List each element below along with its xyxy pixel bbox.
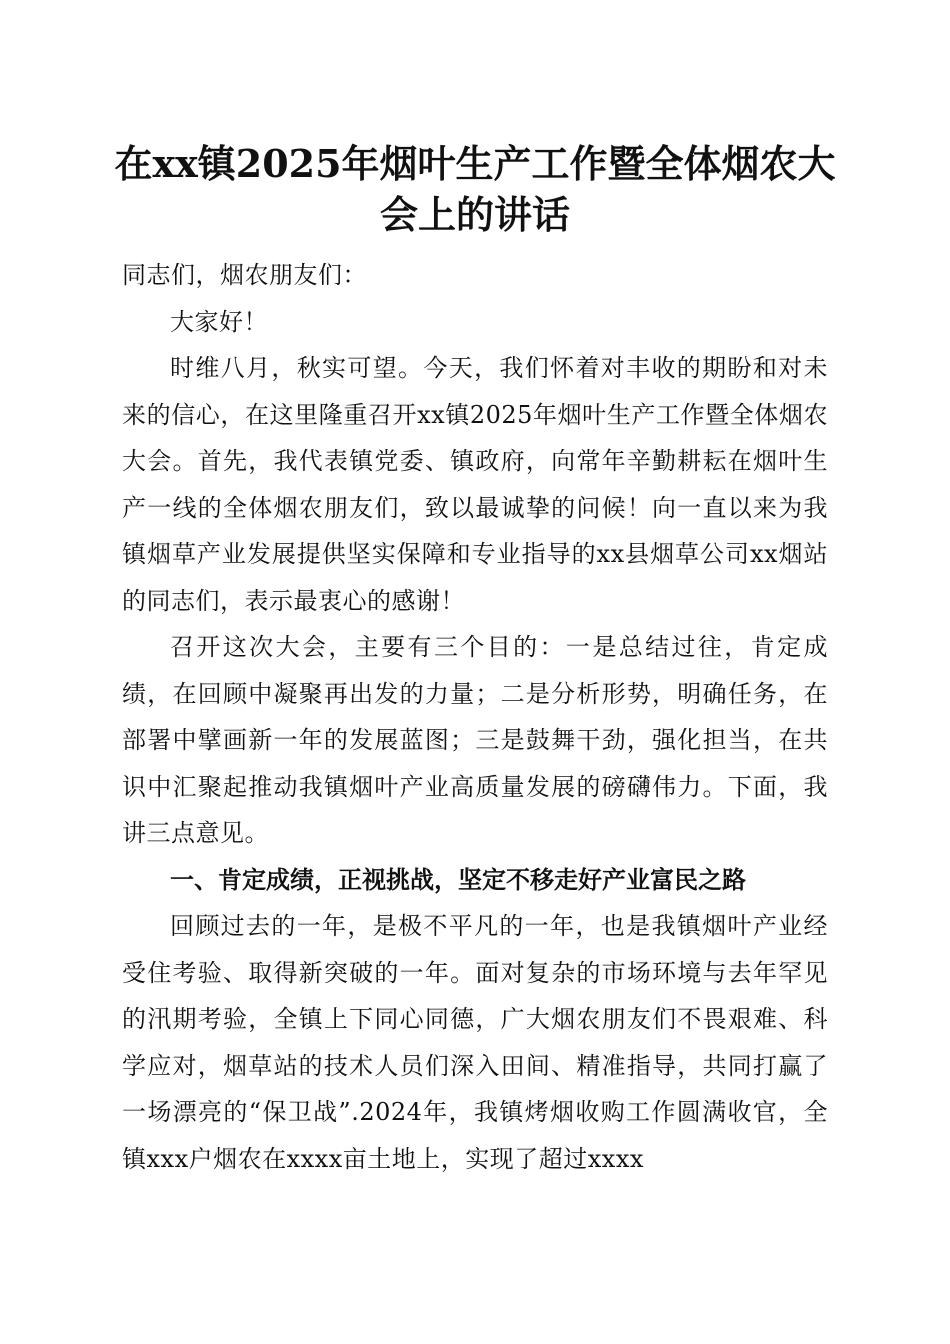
paragraph-purpose: 召开这次大会，主要有三个目的：一是总结过往，肯定成绩，在回顾中凝聚再出发的力量；二是分析形势，明确任务，在部署中擘画新一年的发展蓝图；三是鼓舞干劲，强化担当，在共识中汇聚起推动我镇烟叶产业高质量发展的磅礴伟力。下面，我讲三点意见。 — [122, 633, 828, 847]
paragraph-review: 回顾过去的一年，是极不平凡的一年，也是我镇烟叶产业经受住考验、取得新突破的一年。面对复杂的市场环境与去年罕见的汛期考验，全镇上下同心同德，广大烟农朋友们不畏艰难、科学应对，烟草站的技术人员们深入田间、精准指导，共同打赢了一场漂亮的“保卫战”.2024年，我镇烤烟收购工作圆满收官，全镇xxx户烟农在xxxx亩土地上，实现了超过xxxx — [122, 912, 828, 1173]
greeting: 大家好！ — [170, 307, 268, 336]
paragraph-opening: 时维八月，秋实可望。今天，我们怀着对丰收的期盼和对未来的信心，在这里隆重召开xx镇2025年烟叶生产工作暨全体烟农大会。首先，我代表镇党委、镇政府，向常年辛勤耕耘在烟叶生产一线的全体烟农朋友们，致以最诚挚的问候！向一直以来为我镇烟草产业发展提供坚实保障和专业指导的xx县烟草公司xx烟站的同志们，表示最衷心的感谢！ — [122, 354, 828, 615]
document-body — [122, 252, 828, 1182]
document-title: 在xx镇2025年烟叶生产工作暨全体烟农大会上的讲话 — [114, 141, 836, 237]
salutation: 同志们，烟农朋友们： — [122, 261, 367, 289]
section-heading: 一、肯定成绩，正视挑战，坚定不移走好产业富民之路 — [170, 865, 746, 894]
